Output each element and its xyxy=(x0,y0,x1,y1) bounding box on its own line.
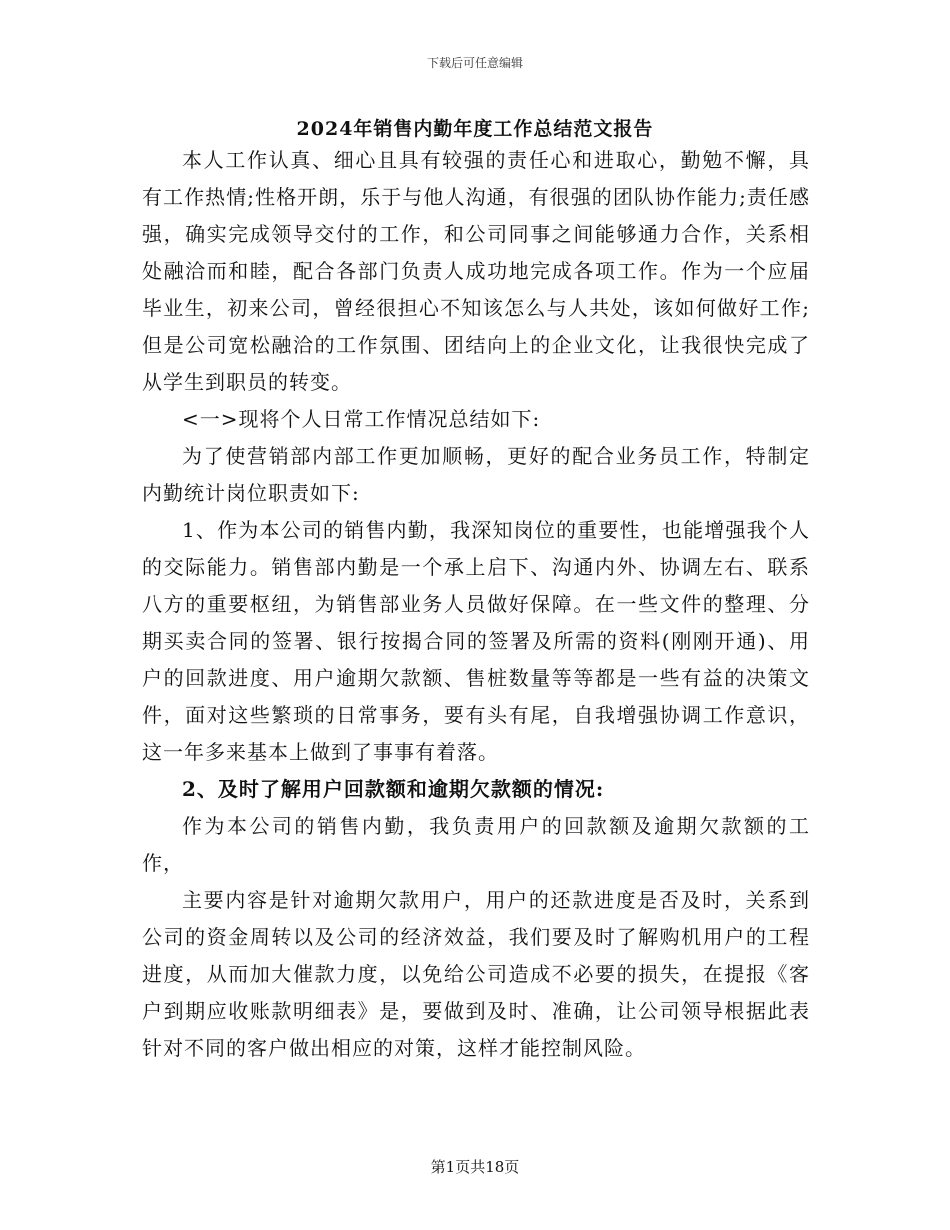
page-footer: 第1页共18页 xyxy=(430,1158,520,1176)
document-title: 2024年销售内勤年度工作总结范文报告 xyxy=(296,118,654,140)
paragraph-item-1: 1、作为本公司的销售内勤，我深知岗位的重要性，也能增强我个人的交际能力。销售部内勤是一个承上启下、沟通内外、协调左右、联系八方的重要枢纽，为销售部业务人员做好保障。在一些文件的整理、分期买卖合同的签署、银行按揭合同的签署及所需的资料(刚刚开通)、用户的回款进度、用户逾期欠款额、售桩数量等等都是一些有益的决策文件，面对这些繁琐的日常事务，要有头有尾，自我增强协调工作意识，这一年多来基本上做到了事事有着落。 xyxy=(142,518,810,764)
paragraph-item-2-text: 作为本公司的销售内勤，我负责用户的回款额及逾期欠款额的工作， xyxy=(142,814,810,875)
header-note: 下载后可任意编辑 xyxy=(426,56,523,70)
paragraph-duties-intro: 为了使营销部内部工作更加顺畅，更好的配合业务员工作，特制定内勤统计岗位职责如下: xyxy=(142,444,810,505)
paragraph-intro: 本人工作认真、细心且具有较强的责任心和进取心，勤勉不懈，具有工作热情;性格开朗，乐于与他人沟通，有很强的团队协作能力;责任感强，确实完成领导交付的工作，和公司同事之间能够通力合作，关系相处融洽而和睦，配合各部门负责人成功地完成各项工作。作为一个应届毕业生，初来公司，曾经很担心不知该怎么与人共处，该如何做好工作;但是公司宽松融洽的工作氛围、团结向上的企业文化，让我很快完成了从学生到职员的转变。 xyxy=(142,148,810,394)
paragraph-section-heading: <一>现将个人日常工作情况总结如下: xyxy=(182,407,541,431)
document-body xyxy=(142,142,810,1067)
paragraph-item-2-heading: 2、及时了解用户回款额和逾期欠款额的情况: xyxy=(182,777,605,801)
paragraph-item-2-detail: 主要内容是针对逾期欠款用户，用户的还款进度是否及时，关系到公司的资金周转以及公司的经济效益，我们要及时了解购机用户的工程进度，从而加大催款力度，以免给公司造成不必要的损失，在提报《客户到期应收账款明细表》是，要做到及时、准确，让公司领导根据此表针对不同的客户做出相应的对策，这样才能控制风险。 xyxy=(142,888,810,1060)
